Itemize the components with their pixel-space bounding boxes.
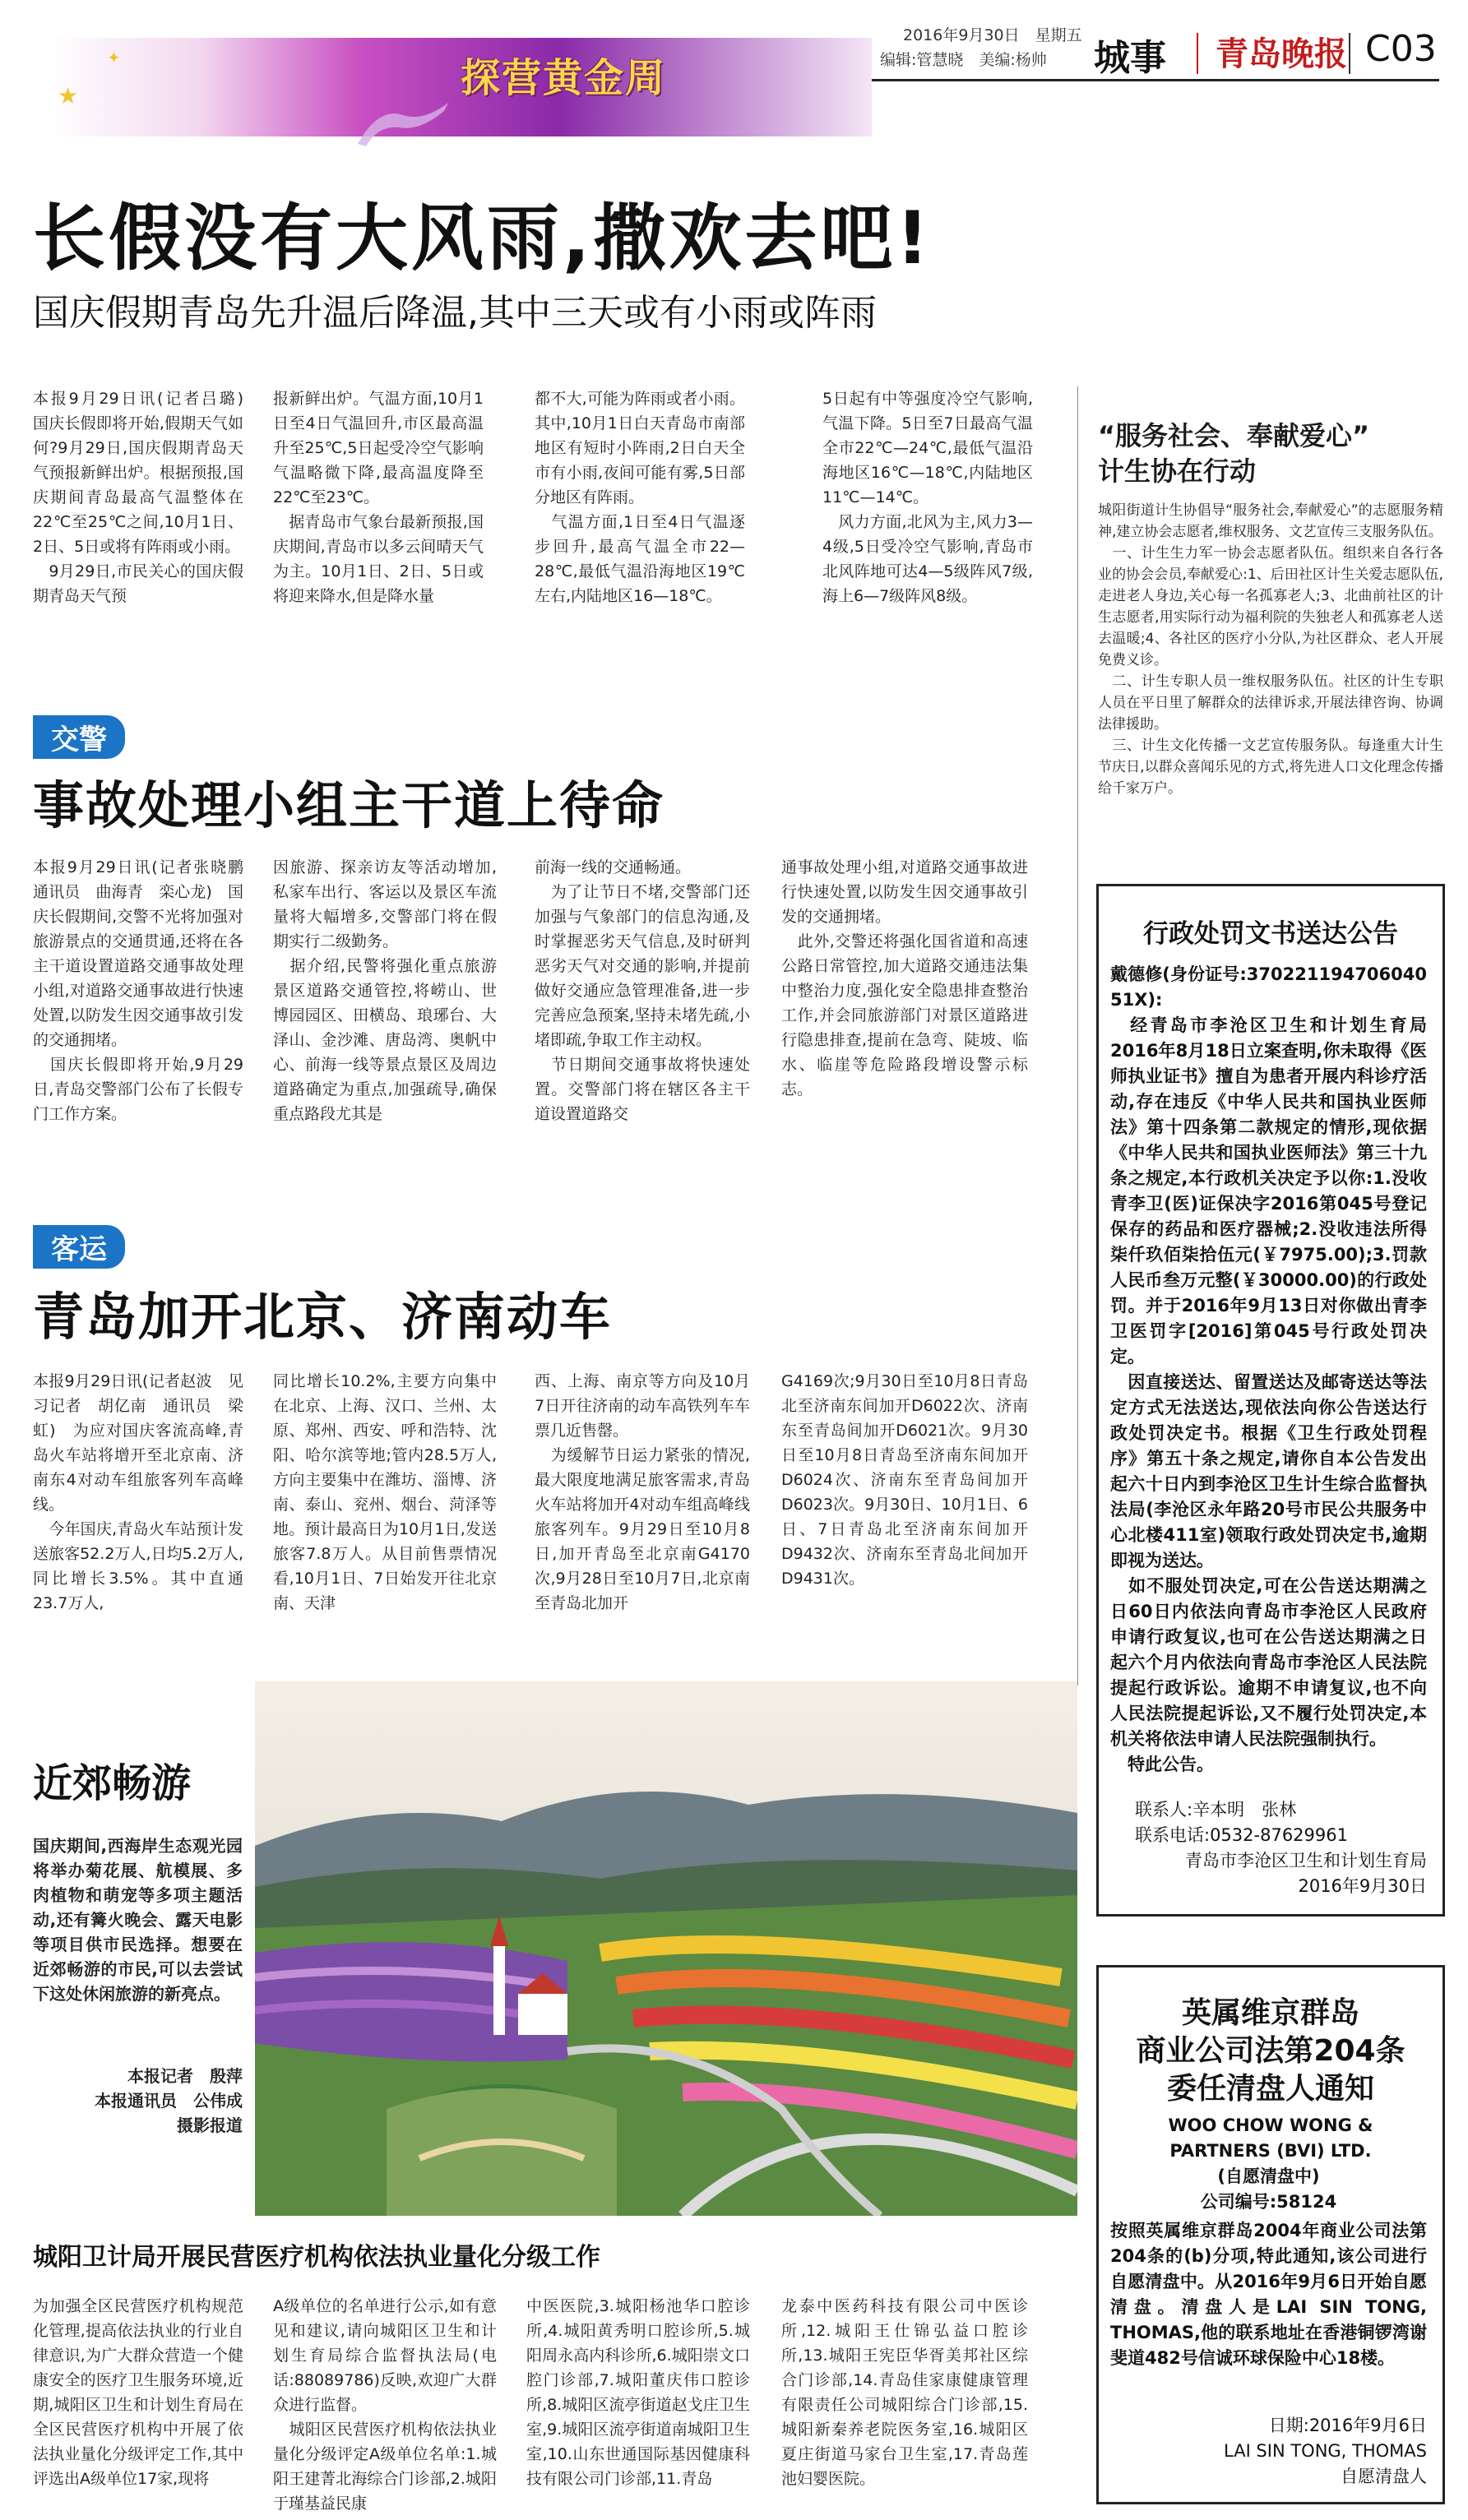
liquidator-name: LAI SIN TONG, THOMAS <box>1224 2441 1427 2461</box>
park-aerial-photo <box>255 1681 1077 2216</box>
section-name: 城事 <box>1094 37 1166 79</box>
planning-headline-1: “服务社会、奉献爱心” <box>1098 420 1370 451</box>
column-divider <box>1077 386 1078 1685</box>
header-rule <box>872 79 1439 81</box>
penalty-notice-issuer: 青岛市李沧区卫生和计划生育局 <box>1185 1851 1427 1870</box>
liquidation-title-3: 委任清盘人通知 <box>1166 2072 1374 2106</box>
weather-col-3: 都不大,可能为阵雨或者小雨。其中,10月1日白天青岛市南部地区有短时小阵雨,2日白天全市有小雨,夜间可能有雾,5日部分地区有阵雨。 气温方面,1日至4日气温逐步回升,最高气温全市22—28℃,最低气温沿海地区19℃左右,内陆地区16—18℃。 <box>535 390 745 605</box>
medical-headline: 城阳卫计局开展民营医疗机构依法执业量化分级工作 <box>33 2243 600 2272</box>
railway-col-2: 同比增长10.2%,主要方向集中在北京、上海、汉口、兰州、太原、郑州、西安、呼和浩特、沈阳、哈尔滨等地;管内28.5万人,方向主要集中在潍坊、淄博、济南、泰山、兖州、烟台、菏泽等地。预计最高日为10月1日,发送旅客7.8万人。从目前售票情况看,10月1日、7日始发开往北京南、天津 <box>273 1372 497 1612</box>
weather-col-4: 5日起有中等强度冷空气影响,气温下降。5日至7日最高气温全市22℃—24℃,最低气温沿海地区16℃—18℃,内陆地区11℃—14℃。 风力方面,北风为主,风力3—4级,5日受冷空气影响,青岛市北风阵地可达4—5级阵风7级,海上6—7级阵风8级。 <box>822 390 1033 605</box>
traffic-col-4: 通事故处理小组,对道路交通事故进行快速处置,以防发生因交通事故引发的交通拥堵。 此外,交警还将强化国省道和高速公路日常管控,加大道路交通违法集中整治力度,强化安全隐患排查整治工作,并会同旅游部门对景区道路进行隐患排查,提前在急弯、陡坡、临水、临崖等危险路段增设警示标志。 <box>781 858 1028 1098</box>
star-icon: ✦ <box>107 48 121 67</box>
liquidation-title-2: 商业公司法第204条 <box>1136 2034 1405 2068</box>
main-subheadline: 国庆假期青岛先升温后降温,其中三天或有小雨或阵雨 <box>33 292 877 334</box>
section-tag-traffic: 交警 <box>33 715 125 759</box>
liquidation-company: WOO CHOW WONG & PARTNERS (BVI) LTD. <box>1168 2115 1373 2161</box>
dancer-silhouette-icon <box>354 99 452 151</box>
railway-col-1: 本报9月29日讯(记者赵波 见习记者 胡亿南 通讯员 梁虹) 为应对国庆客流高峰,青岛火车站将增开至北京南、济南东4对动车组旅客列车高峰线。 今年国庆,青岛火车站预计发送旅客52.2万人,日均5.2万人,同比增长3.5%。其中直通23.7万人, <box>33 1372 243 1612</box>
weather-col-1: 本报9月29日讯(记者吕璐) 国庆长假即将开始,假期天气如何?9月29日,国庆假期青岛天气预报新鲜出炉。根据预报,国庆期间青岛最高气温整体在22℃至25℃之间,10月1日、2日、5日或将有阵雨或小雨。 9月29日,市民关心的国庆假期青岛天气预 <box>33 390 243 605</box>
header-divider <box>1349 33 1350 74</box>
medical-col-2: A级单位的名单进行公示,如有意见和建议,请向城阳区卫生和计划生育局综合监督执法局(电话:88089786)反映,欢迎广大群众进行监督。 城阳区民营医疗机构依法执业量化分级评定A级单位名单:1.城阳王建菁北海综合门诊部,2.城阳于瑾基益民康 <box>273 2297 497 2513</box>
penalty-notice-date: 2016年9月30日 <box>1298 1876 1427 1896</box>
suburb-byline-2: 本报通讯员 公伟成 <box>95 2091 243 2111</box>
liquidation-company-number: 公司编号:58124 <box>1200 2192 1337 2212</box>
penalty-notice-title: 行政处罚文书送达公告 <box>1143 919 1398 949</box>
weather-col-2: 报新鲜出炉。气温方面,10月1日至4日气温回升,市区最高温升至25℃,5日起受冷空气影响气温略微下降,最高温度降至22℃至23℃。 据青岛市气象台最新预报,国庆期间,青岛市以多云间晴天气为主。10月1日、2日、5日或将迎来降水,但是降水量 <box>273 390 484 605</box>
medical-col-1: 为加强全区民营医疗机构规范化管理,提高依法执业的行业自律意识,为广大群众营造一个健康安全的医疗卫生服务环境,近期,城阳区卫生和计划生育局在全区民营医疗机构中开展了依法执业量化分级评定工作,其中评选出A级单位17家,现将 <box>33 2297 243 2488</box>
railway-headline: 青岛加开北京、济南动车 <box>33 1287 613 1347</box>
medical-col-3: 中医医院,3.城阳杨池华口腔诊所,4.城阳黄秀明口腔诊所,5.城阳周永高内科诊所,6.城阳崇文口腔门诊部,7.城阳董庆伟口腔诊所,8.城阳区流亭街道赵戈庄卫生室,9.城阳区流亭街道南城阳卫生室,10.山东世通国际基因健康科技有限公司门诊部,11.青岛 <box>526 2297 750 2488</box>
liquidation-date: 日期:2016年9月6日 <box>1268 2416 1427 2435</box>
banner-title: 探营黄金周 <box>461 55 667 101</box>
section-tag-railway: 客运 <box>33 1225 125 1269</box>
penalty-notice-contact: 联系人:辛本明 张林 <box>1135 1800 1297 1819</box>
header-divider <box>1197 33 1198 74</box>
planning-body: 城阳街道计生协倡导“服务社会,奉献爱心”的志愿服务精神,建立协会志愿者,维权服务、文艺宣传三支服务队伍。 一、计生生力军一协会志愿者队伍。组织来自各行各业的协会会员,奉献爱心:1、后田社区计生关爱志愿队伍,走进老人身边,关心每一名孤寡老人;3、北曲前社区的计生志愿者,用实际行动为福利院的失独老人和孤寡老人送去温暖;4、各社区的医疗小分队,为社区群众、老人开展免费义诊。 二、计生专职人员一维权服务队伍。社区的计生专职人员在平日里了解群众的法律诉求,开展法律咨询、协调法律援助。 三、计生文化传播一文艺宣传服务队。每逢重大计生节庆日,以群众喜闻乐见的方式,将先进人口文化理念传播给千家万户。 <box>1098 502 1443 797</box>
main-headline: 长假没有大风雨,撒欢去吧! <box>33 196 933 280</box>
editors-line: 编辑:管慧晓 美编:杨帅 <box>880 51 1047 69</box>
traffic-col-1: 本报9月29日讯(记者张晓鹏 通讯员 曲海青 栾心龙) 国庆长假期间,交警不光将加强对旅游景点的交通贯通,还将在各主干道设置道路交通事故处理小组,对道路交通事故进行快速处置,以防发生因交通事故引发的交通拥堵。 国庆长假即将开始,9月29日,青岛交警部门公布了长假专门工作方案。 <box>33 858 243 1123</box>
traffic-col-3: 前海一线的交通畅通。 为了让节日不堵,交警部门还加强与气象部门的信息沟通,及时掌握恶劣天气信息,及时研判恶劣天气对交通的影响,并提前做好交通应急管理准备,进一步完善应急预案,坚持未堵先疏,小堵即疏,争取工作主动权。 节日期间交通事故将快速处置。交警部门将在辖区各主干道设置道路交 <box>535 858 750 1123</box>
suburb-byline-1: 本报记者 殷萍 <box>127 2066 243 2086</box>
planning-headline-2: 计生协在行动 <box>1098 455 1257 487</box>
issue-date: 2016年9月30日 星期五 <box>903 26 1082 44</box>
page-number: C03 <box>1365 28 1437 70</box>
penalty-notice-body: 戴德修(身份证号:370221194706040​51X): 经青岛市李沧区卫生和计划生育局2016年8月18日立案查明,你未取得《医师执业证书》擅自为患者开展内科诊疗活动,存在违反《中华人民共和国执业医师法》第十四条第二款规定的情形,现依据《中华人民共和国执业医师法》第三十九条之规定,本行政机关决定予以你:1.没收青李卫(医)证保决字2016第045号登记保存的药品和医疗器械;2.没收违法所得柒仟玖佰柒拾伍元(￥7975.00);3.罚款人民币叁万元整(￥30000.00)的行政处罚。并于2016年9月13日对你做出青李卫医罚字[2016]第045号行政处罚决定。 因直接送达、留置送达及邮寄送达等法定方式无法送达,现依法向你公告送达行政处罚决定书。根据《卫生行政处罚程序》第五十条之规定,请你自本公告发出起六十日内到李沧区卫生计生综合监督执法局(李沧区永年路20号市民公共服务中心北楼411室)领取行政处罚决定书,逾期即视为送达。 如不服处罚决定,可在公告送达期满之日60日内依法向青岛市李沧区人民政府申请行政复议,也可在公告送达期满之日起六个月内依法向青岛市李沧区人民法院提起行政诉讼。逾期不申请复议,也不向人民法院提起诉讼,又不履行处罚决定,本机关将依法申请人民法院强制执行。 特此公告。 <box>1110 964 1427 1774</box>
traffic-headline: 事故处理小组主干道上待命 <box>33 775 665 835</box>
suburb-byline-3: 摄影报道 <box>177 2115 243 2135</box>
liquidator-role: 自愿清盘人 <box>1341 2467 1427 2486</box>
star-icon: ★ <box>58 82 79 109</box>
liquidation-status: (自愿清盘中) <box>1217 2166 1320 2186</box>
medical-col-4: 龙泰中医药科技有限公司中医诊所,12.城阳王仕锦弘益口腔诊所,13.城阳王宪臣华胥美邦社区综合门诊部,14.青岛佳家康健康管理有限责任公司城阳综合门诊部,15.城阳新秦养老院医务室,16.城阳区夏庄街道马家台卫生室,17.青岛莲池妇婴医院。 <box>781 2297 1028 2488</box>
railway-col-3: 西、上海、南京等方向及10月7日开往济南的动车高铁列车车票几近售罄。 为缓解节日运力紧张的情况,最大限度地满足旅客需求,青岛火车站将加开4对动车组高峰线旅客列车。9月29日至10月8日,加开青岛至北京南G4170次,9月28日至10月7日,北京南至青岛北加开 <box>535 1372 750 1612</box>
newspaper-brand: 青岛晚报 <box>1216 35 1347 73</box>
liquidation-title-1: 英属维京群岛 <box>1181 1996 1359 2030</box>
traffic-col-2: 因旅游、探亲访友等活动增加,私家车出行、客运以及景区车流量将大幅增多,交警部门将在假期实行二级勤务。 据介绍,民警将强化重点旅游景区道路交通管控,将崂山、世博园园区、田横岛、琅琊台、大泽山、金沙滩、唐岛湾、奥帆中心、前海一线等景点景区及周边道路确定为重点,加强疏导,确保重点路段尤其是 <box>273 858 497 1123</box>
liquidation-body: 按照英属维京群岛2004年商业公司法第204条的(b)分项,特此通知,该公司进行自愿清盘中。从2016年9月6日开始自愿清盘。清盘人是LAI SIN TONG, THOMAS,他的联系地址在香港铜锣湾谢斐道482号信诚环球保险中心18楼。 <box>1110 2221 1427 2368</box>
suburb-body: 国庆期间,西海岸生态观光园将举办菊花展、航模展、多肉植物和萌宠等多项主题活动,还有篝火晚会、露天电影等项目供市民选择。想要在近郊畅游的市民,可以去尝试下这处休闲旅游的新亮点。 <box>33 1836 243 2004</box>
railway-col-4: G4169次;9月30日至10月8日青岛北至济南东间加开D6022次、济南东至青岛间加开D6021次。9月30日至10月8日青岛至济南东间加开D6024次、济南东至青岛间加开D6023次。9月30日、10月1日、6日、7日青岛北至济南东间加开D9432次、济南东至青岛北间加开D9431次。 <box>781 1372 1028 1588</box>
penalty-notice-phone: 联系电话:0532-87629961 <box>1135 1825 1348 1845</box>
suburb-headline: 近郊畅游 <box>33 1760 192 1806</box>
